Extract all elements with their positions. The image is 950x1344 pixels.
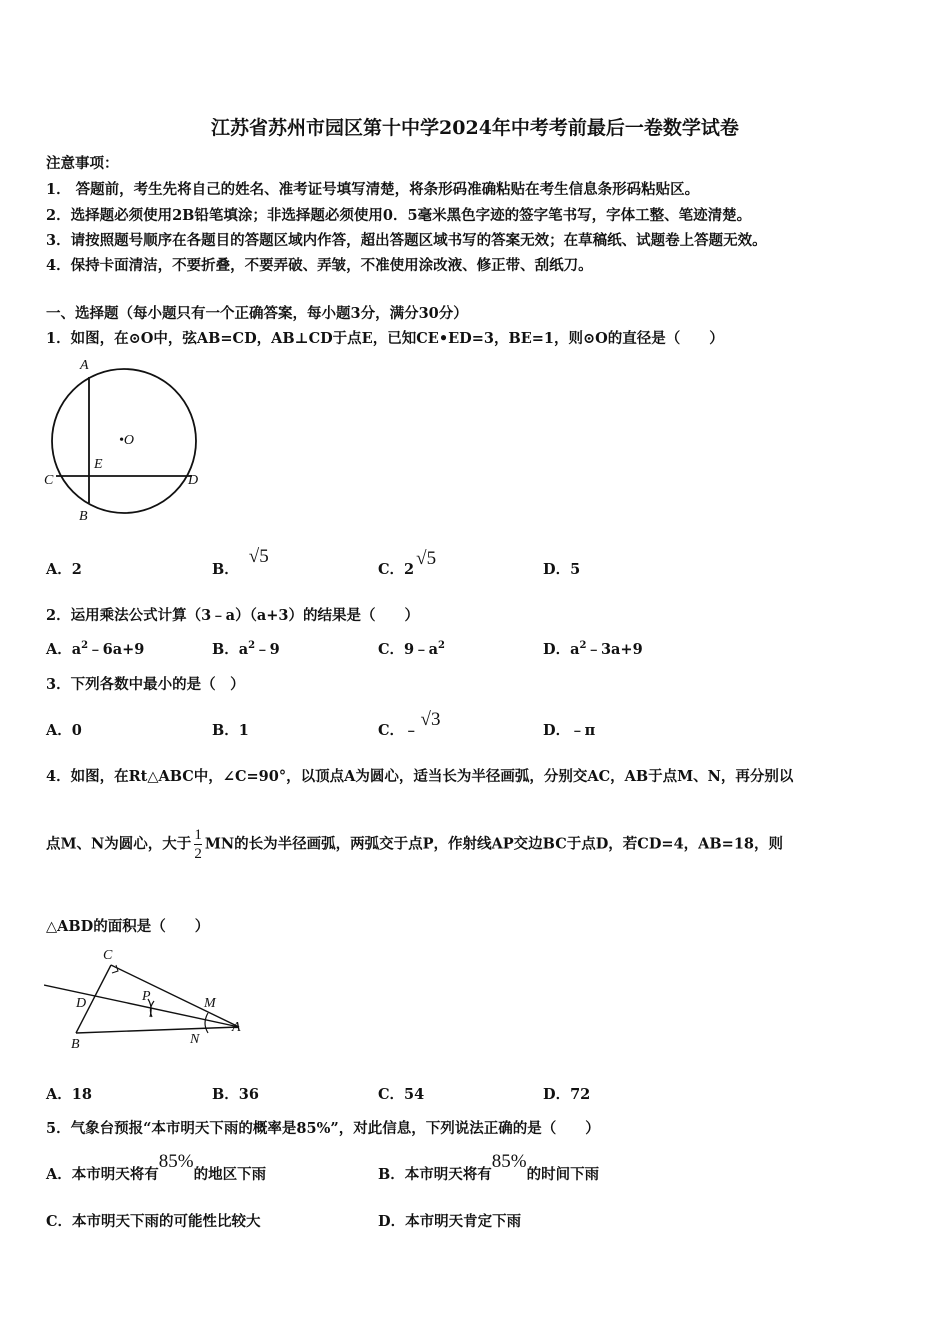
q3-stem: 3．下列各数中最小的是（ ） xyxy=(46,676,245,693)
q2-stem: 2．运用乘法公式计算（3﹣a）（a+3）的结果是（ ） xyxy=(46,607,419,624)
q3-option-a: A．0 xyxy=(46,722,82,739)
q1-option-b-math: √5 xyxy=(248,546,269,567)
label-n: N xyxy=(190,1032,200,1047)
q4-triangle-figure xyxy=(44,945,249,1053)
q4-line-2-post: MN的长为半径画弧，两弧交于点P，作射线AP交边BC于点D，若CD=4，AB=18，则 xyxy=(204,835,783,853)
q4-fraction xyxy=(194,826,202,863)
q4-frac-den: 2 xyxy=(194,846,202,862)
q4-option-d: D．72 xyxy=(543,1086,591,1103)
label-a: A xyxy=(232,1020,241,1035)
q2-b-pre: B．a xyxy=(212,641,249,658)
q4-line-1: 4．如图，在Rt△ABC中，∠C=90°，以顶点A为圆心，适当长为半径画弧，分别交AC，AB于点M、N，再分别以 xyxy=(46,768,794,785)
q2-b-post: ﹣9 xyxy=(255,641,280,658)
q2-d-sup: 2 xyxy=(579,640,587,651)
label-d: D xyxy=(188,473,199,488)
q2-a-post: ﹣6a+9 xyxy=(88,641,145,658)
side-ba xyxy=(76,1027,239,1033)
label-a: A xyxy=(80,358,89,373)
q5-option-b xyxy=(378,1151,600,1185)
notice-item-3: 3．请按照题号顺序在各题目的答题区域内作答，超出答题区域书写的答案无效；在草稿纸、试题卷上答题无效。 xyxy=(46,232,767,249)
label-m: M xyxy=(204,996,216,1011)
q4-frac-num: 1 xyxy=(194,827,202,843)
label-o: •O xyxy=(119,433,135,448)
q1-option-a: A．2 xyxy=(46,561,82,578)
q5-b-post: 的时间下雨 xyxy=(526,1166,600,1183)
label-b: B xyxy=(79,509,88,524)
q5-a-pre: A．本市明天将有 xyxy=(46,1166,159,1183)
q3-option-c-label: C．﹣ xyxy=(378,722,419,739)
notice-heading: 注意事项： xyxy=(46,155,119,172)
label-e: E xyxy=(94,457,103,472)
label-c: C xyxy=(103,948,113,963)
q1-option-c xyxy=(378,548,437,580)
q5-b-pre: B．本市明天将有 xyxy=(378,1166,492,1183)
q5-option-d: D．本市明天肯定下雨 xyxy=(378,1213,522,1230)
q5-option-a xyxy=(46,1151,267,1185)
label-b: B xyxy=(71,1037,80,1052)
q5-stem: 5．气象台预报“本市明天下雨的概率是85%”，对此信息，下列说法正确的是（ ） xyxy=(46,1120,600,1137)
q2-option-a xyxy=(46,638,144,659)
q1-option-c-math: √5 xyxy=(416,548,437,569)
q1-option-b-label: B． xyxy=(212,561,239,578)
q2-option-c xyxy=(378,638,445,659)
q3-option-b: B．1 xyxy=(212,722,249,739)
q1-option-b xyxy=(212,546,269,580)
q3-option-c-math: √3 xyxy=(420,709,441,730)
q2-b-sup: 2 xyxy=(248,640,256,651)
notice-item-1: 1． 答题前，考生先将自己的姓名、准考证号填写清楚，将条形码准确粘贴在考生信息条形码粘贴区。 xyxy=(46,181,700,198)
q2-a-pre: A．a xyxy=(46,641,82,658)
q1-circle-figure xyxy=(42,355,212,527)
q4-option-c: C．54 xyxy=(378,1086,425,1103)
q2-d-post: ﹣3a+9 xyxy=(586,641,643,658)
notice-item-2: 2．选择题必须使用2B铅笔填涂；非选择题必须使用0．5毫米黑色字迹的签字笔书写，字体工整、笔迹清楚。 xyxy=(46,207,752,224)
q2-option-d xyxy=(543,638,643,659)
label-c: C xyxy=(44,473,54,488)
page-title: 江苏省苏州市园区第十中学2024年中考考前最后一卷数学试卷 xyxy=(211,117,739,139)
q1-stem: 1．如图，在⊙O中，弦AB=CD，AB⊥CD于点E，已知CE•ED=3，BE=1，则⊙O的直径是（ ） xyxy=(46,330,724,347)
q5-option-c: C．本市明天下雨的可能性比较大 xyxy=(46,1213,261,1230)
label-p: P xyxy=(142,989,151,1004)
q3-option-c xyxy=(378,709,441,741)
q2-option-b xyxy=(212,638,280,659)
q1-option-c-label: C．2 xyxy=(378,561,415,578)
q5-b-math: 85% xyxy=(491,1151,527,1172)
q4-option-a: A．18 xyxy=(46,1086,92,1103)
q4-line-2-pre: 点M、N为圆心，大于 xyxy=(46,835,192,853)
q5-a-math: 85% xyxy=(158,1151,194,1172)
side-ca xyxy=(111,965,239,1027)
q2-c-pre: C．9﹣a xyxy=(378,641,439,658)
q4-option-b: B．36 xyxy=(212,1086,259,1103)
q3-option-d: D．﹣π xyxy=(543,722,596,739)
q5-a-post: 的地区下雨 xyxy=(193,1166,267,1183)
arc-mn xyxy=(205,1013,208,1033)
q2-d-pre: D．a xyxy=(543,641,580,658)
q4-line-3: △ABD的面积是（ ） xyxy=(46,918,210,935)
notice-item-4: 4．保持卡面清洁，不要折叠，不要弄破、弄皱，不准使用涂改液、修正带、刮纸刀。 xyxy=(46,257,593,274)
q1-option-d: D．5 xyxy=(543,561,581,578)
section-heading: 一、选择题（每小题只有一个正确答案，每小题3分，满分30分） xyxy=(46,305,468,322)
q2-c-sup: 2 xyxy=(438,640,445,651)
q4-line-2 xyxy=(46,826,783,863)
label-d: D xyxy=(76,996,87,1011)
q2-a-sup: 2 xyxy=(81,640,89,651)
